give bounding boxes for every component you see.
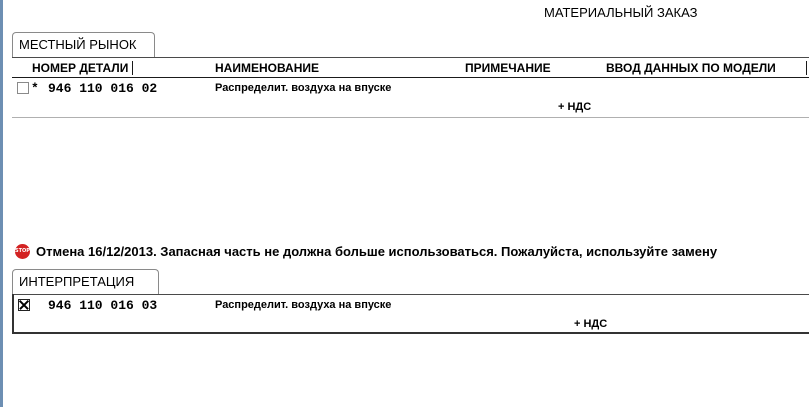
price-note: + НДС [574,318,608,330]
panel-frame-bottom [12,332,809,334]
part-number: 946 110 016 03 [48,298,158,313]
tab-baseline [12,294,809,295]
stop-icon: STOP [15,244,30,259]
panel-divider [12,117,809,118]
panel-frame-left [12,294,14,334]
tab-baseline [12,57,809,58]
column-separator [806,61,807,75]
column-header-name[interactable]: НАИМЕНОВАНИЕ [215,61,319,75]
page-title: МАТЕРИАЛЬНЫЙ ЗАКАЗ [544,5,698,20]
row-checkbox[interactable] [18,299,30,311]
column-header-note[interactable]: ПРИМЕЧАНИЕ [465,61,551,75]
cancellation-notice: Отмена 16/12/2013. Запасная часть не должна больше использоваться. Пожалуйста, используйте замену [36,244,718,259]
tab-interpretation[interactable]: ИНТЕРПРЕТАЦИЯ [12,269,159,295]
header-underline [12,77,809,78]
window-left-border [0,0,3,407]
row-marker: * [31,81,39,96]
part-name: Распределит. воздуха на впуске [215,82,392,94]
row-checkbox[interactable] [17,82,29,94]
column-separator [132,61,133,75]
column-header-part-number[interactable]: НОМЕР ДЕТАЛИ [32,61,129,75]
part-number: 946 110 016 02 [48,81,158,96]
column-header-model-input[interactable]: ВВОД ДАННЫХ ПО МОДЕЛИ [606,61,776,75]
price-note: + НДС [558,101,592,113]
tab-local-market[interactable]: МЕСТНЫЙ РЫНОК [12,32,155,58]
part-name: Распределит. воздуха на впуске [215,299,392,311]
